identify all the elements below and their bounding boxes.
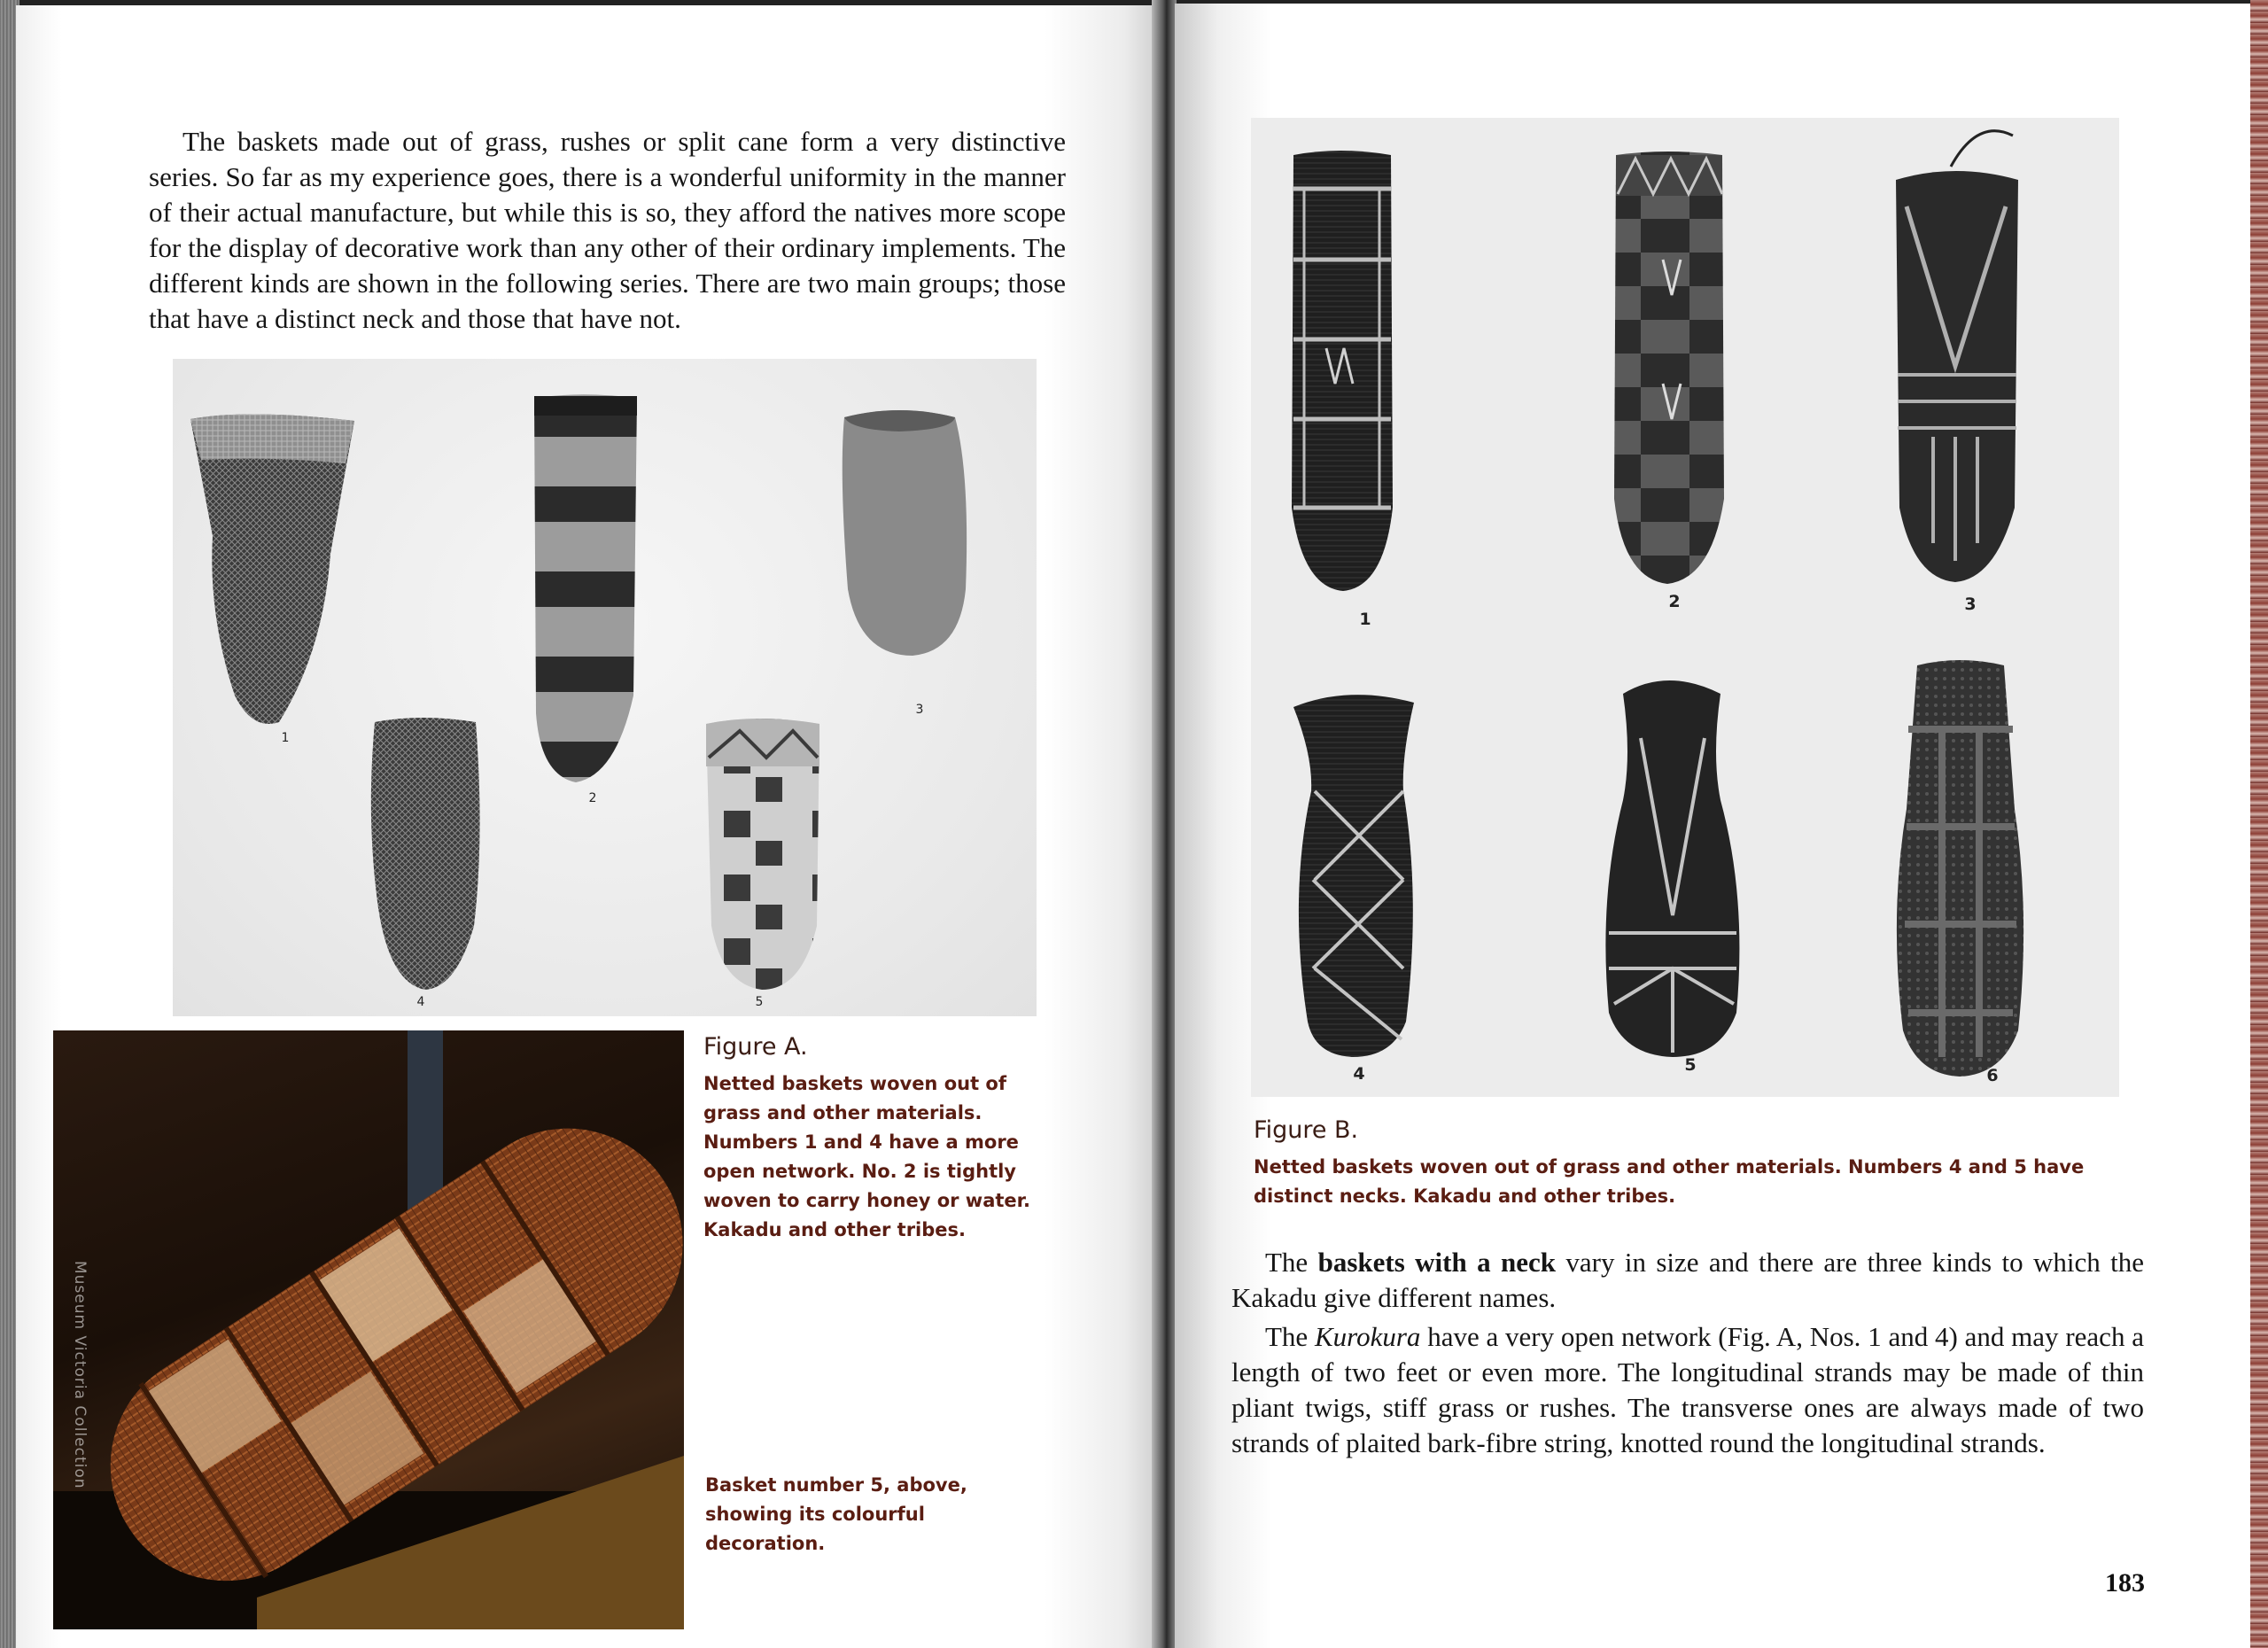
photo-caption-body: Basket number 5, above, showing its colourful decoration. [705, 1474, 967, 1554]
basket-a-5 [706, 719, 819, 990]
fig-b-number-5: 5 [1684, 1055, 1697, 1075]
basket-a-4 [371, 718, 480, 990]
paragraph-kurokura [1231, 1319, 2144, 1461]
basket-a-1 [190, 414, 354, 724]
basket-b-1 [1292, 151, 1393, 591]
colour-basket-illustration [53, 1030, 684, 1629]
fig-b-number-4: 4 [1353, 1064, 1365, 1084]
figure-b-caption-body: Netted baskets woven out of grass and other materials. Numbers 4 and 5 have distinct necks. Kakadu and other tribes. [1254, 1156, 2085, 1207]
basket-b-2 [1614, 152, 1724, 584]
fig-b-number-6: 6 [1986, 1066, 1999, 1085]
page-number: 183 [2105, 1568, 2145, 1597]
figure-a-title: Figure A. [703, 1033, 808, 1061]
basket-a-2 [534, 394, 637, 782]
figure-b-plate [1251, 118, 2119, 1097]
p2-italic: Kurokura [1314, 1321, 1421, 1352]
basket-b-6 [1897, 660, 2023, 1077]
figure-b-baskets [1251, 118, 2119, 1097]
photo-caption [705, 1471, 1042, 1559]
fig-a-number-1: 1 [281, 731, 290, 745]
right-page-text [1231, 1245, 2144, 1461]
book-gutter [1152, 0, 1177, 1648]
photo-watermark: Museum Victoria Collection [71, 1261, 89, 1489]
fig-a-number-2: 2 [588, 791, 597, 805]
fig-b-number-1: 1 [1359, 610, 1371, 629]
basket-a-3 [843, 410, 967, 656]
fig-b-number-3: 3 [1964, 595, 1977, 614]
p1-bold: baskets with a neck [1317, 1247, 1556, 1278]
p1-end: vary in size and there are three kinds to which the Kakadu give different names. [1231, 1247, 2144, 1313]
page-edges-right [2250, 0, 2268, 1648]
intro-paragraph: The baskets made out of grass, rushes or split cane form a very distinctive series. So far as my experience goes, there is a wonderful uniformity in the manner of their actual manufacture, but while this is so, they afford the natives more scope for the display of decorative work than any other of their ordinary implements. The different kinds are shown in the following series. There are two main groups; those that have a distinct neck and those that have not. [149, 126, 1066, 334]
p1-start: The [1265, 1247, 1318, 1278]
left-page-paragraph [149, 124, 1066, 337]
figure-a-caption-body: Netted baskets woven out of grass and other materials. Numbers 1 and 4 have a more open network. No. 2 is tightly woven to carry honey or water. Kakadu and other tribes. [703, 1073, 1030, 1240]
figure-b-caption [1254, 1116, 2140, 1211]
fig-a-number-3: 3 [915, 703, 924, 717]
basket-colour-photo [53, 1030, 684, 1629]
figure-a-baskets [173, 359, 1037, 1016]
basket-b-3 [1896, 131, 2018, 582]
fig-b-number-2: 2 [1668, 592, 1681, 611]
basket-b-5 [1605, 680, 1739, 1057]
fig-a-number-4: 4 [416, 995, 425, 1009]
figure-a-plate [173, 359, 1037, 1016]
figure-a-caption [703, 1033, 1040, 1245]
paragraph-baskets-with-neck [1231, 1245, 2144, 1316]
figure-b-title: Figure B. [1254, 1116, 1359, 1144]
p2-start: The [1265, 1321, 1315, 1352]
fig-a-number-5: 5 [755, 995, 764, 1009]
p2-end: have a very open network (Fig. A, Nos. 1 and 4) and may reach a length of two feet or even more. The longitudinal strands may be made of thin pliant twigs, stiff grass or rushes. The transverse ones are always made of two strands of plaited bark-fibre string, knotted round the longitudinal strands. [1231, 1321, 2144, 1458]
basket-b-4 [1293, 695, 1414, 1057]
